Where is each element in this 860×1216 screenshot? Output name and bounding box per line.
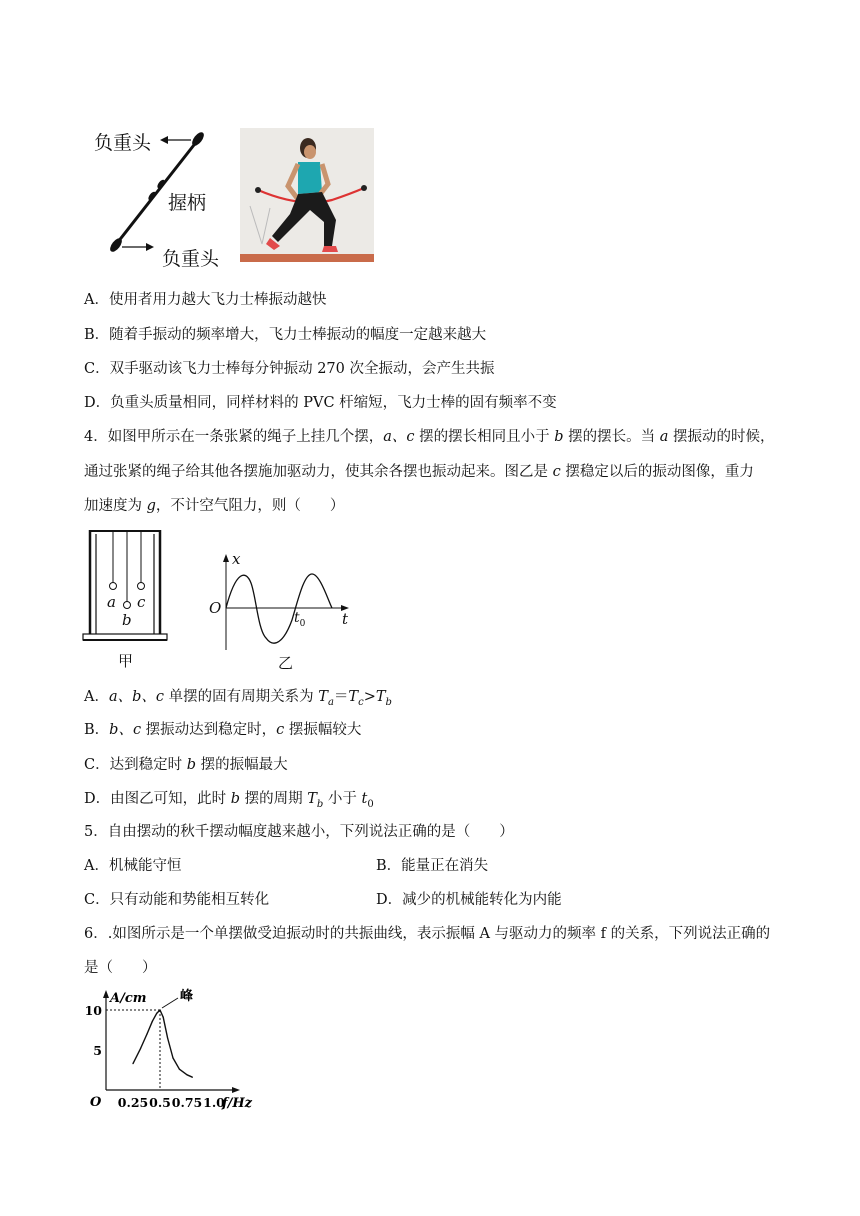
- q5-option-c: C．只有动能和势能相互转化: [84, 892, 270, 908]
- graph-x-axis-label: x: [232, 550, 241, 568]
- peak-annotation: 峰: [180, 989, 194, 1004]
- q3-option-b: B．随着手振动的频率增大，飞力士棒振动的幅度一定越来越大: [84, 327, 487, 343]
- figure-caption-yi: 乙: [278, 654, 294, 672]
- graph-t0-label: $t_0$: [294, 610, 306, 629]
- q5-option-a: A．机械能守恒: [84, 858, 182, 874]
- label-weight-head-top: 负重头: [94, 132, 152, 154]
- curve-point: [167, 1037, 168, 1038]
- curve-point: [186, 1074, 187, 1075]
- curve-point: [163, 1017, 164, 1018]
- curve-point: [132, 1063, 133, 1064]
- label-handle: 握柄: [168, 192, 207, 214]
- label-weight-head-bottom: 负重头: [162, 248, 220, 270]
- x-axis-label: f/Hz: [222, 1096, 253, 1110]
- q3-option-d: D．负重头质量相同，同样材料的 PVC 杆缩短，飞力士棒的固有频率不变: [84, 395, 557, 411]
- curve-point: [152, 1021, 153, 1022]
- exercise-bar-diagram: [94, 126, 234, 270]
- pendulum-label-b: b: [122, 611, 132, 629]
- q6-stem-line-2: 是（ ）: [84, 960, 157, 976]
- y-axis-arrow: [103, 990, 109, 998]
- x-tick-label: 0.5: [149, 1095, 171, 1110]
- resonance-curve-line: [133, 1010, 192, 1077]
- curve-point: [156, 1013, 157, 1014]
- pendulum-frame-figure: [80, 528, 180, 673]
- y-tick-label: 10: [84, 1003, 102, 1018]
- q5-stem: 5．自由摆动的秋千摆动幅度越来越小，下列说法正确的是（ ）: [84, 824, 514, 840]
- x-tick-label: 0.25: [117, 1095, 149, 1110]
- q5-option-b: B．能量正在消失: [376, 858, 489, 874]
- q4-option-c: C．达到稳定时 b 摆的振幅最大: [84, 757, 288, 773]
- x-axis-arrow: [232, 1087, 240, 1093]
- q4-option-a: A．a、b、c 单摆的固有周期关系为 $T_a=T_c>T_b$: [84, 689, 392, 708]
- peak-pointer-line: [162, 998, 178, 1008]
- q3-option-c: C．双手驱动该飞力士棒每分钟振动 270 次全振动，会产生共振: [84, 361, 495, 377]
- x-tick-label: 1.0: [203, 1095, 225, 1110]
- curve-point: [192, 1077, 193, 1078]
- x-tick-label: 0.75: [171, 1095, 203, 1110]
- q5-option-d: D．减少的机械能转化为内能: [376, 892, 562, 908]
- curve-point: [172, 1057, 173, 1058]
- q3-option-a: A．使用者用力越大飞力士棒振动越快: [84, 292, 327, 308]
- athlete-photo: [240, 128, 374, 262]
- q4-option-b: B．b、c 摆振动达到稳定时，c 摆振幅较大: [84, 722, 362, 738]
- curve-point: [159, 1009, 160, 1010]
- q4-option-d: D．由图乙可知，此时 b 摆的周期 $T_b$ 小于 $t_0$: [84, 791, 374, 810]
- y-axis-label: A/cm: [110, 991, 147, 1006]
- chart-origin-label: O: [90, 1095, 102, 1110]
- figure-caption-jia: 甲: [118, 652, 134, 670]
- curve-point: [146, 1033, 147, 1034]
- pendulum-label-c: c: [137, 593, 146, 611]
- graph-origin-label: O: [209, 599, 222, 617]
- y-tick-label: 5: [93, 1043, 102, 1058]
- resonance-curve-chart: [84, 988, 264, 1110]
- oscillation-graph-figure: [204, 550, 354, 674]
- curve-point: [179, 1069, 180, 1070]
- q4-stem-line-1: 4．如图甲所示在一条张紧的绳子上挂几个摆，a、c 摆的摆长相同且小于 b 摆的摆长。当 a 摆振动的时候，: [84, 429, 775, 445]
- q4-stem-line-3: 加速度为 g，不计空气阻力，则（ ）: [84, 498, 345, 514]
- graph-t-axis-label: t: [342, 610, 349, 628]
- pendulum-label-a: a: [107, 593, 116, 611]
- q4-stem-line-2: 通过张紧的绳子给其他各摆施加驱动力，使其余各摆也振动起来。图乙是 c 摆稳定以后的振动图像，重力: [84, 464, 754, 480]
- curve-point: [140, 1048, 141, 1049]
- q6-stem-line-1: 6．.如图所示是一个单摆做受迫振动时的共振曲线，表示振幅 A 与驱动力的频率 f 的关系，下列说法正确的: [84, 926, 771, 942]
